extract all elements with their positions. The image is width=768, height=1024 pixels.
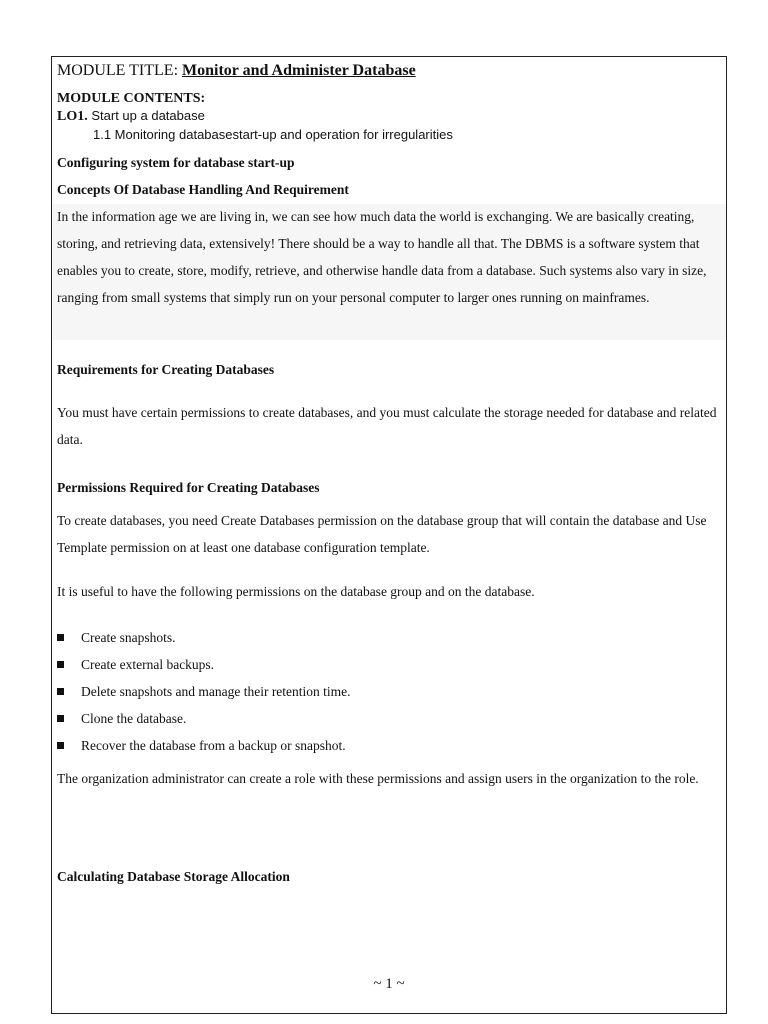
square-bullet-icon <box>57 742 64 749</box>
square-bullet-icon <box>57 661 64 668</box>
square-bullet-icon <box>57 634 64 641</box>
heading-permissions: Permissions Required for Creating Databases <box>57 480 320 495</box>
lo1-label: LO1. <box>57 109 88 124</box>
useful-paragraph: It is useful to have the following permissions on the database group and on the database. <box>57 584 535 599</box>
requirements-paragraph: You must have certain permissions to create databases, and you must calculate the storage needed for database and related data. <box>57 405 717 447</box>
list-item-text: Delete snapshots and manage their retention time. <box>81 684 351 699</box>
admin-paragraph: The organization administrator can create a role with these permissions and assign users in the organization to the role. <box>57 771 699 786</box>
lo1-text: Start up a database <box>91 108 205 123</box>
heading-concepts: Concepts Of Database Handling And Requirement <box>57 182 349 197</box>
permissions-paragraph: To create databases, you need Create Databases permission on the database group that will contain the database and Use Template permission on at least one database configuration template. <box>57 513 707 555</box>
list-item <box>57 705 351 732</box>
intro-paragraph: In the information age we are living in, we can see how much data the world is exchanging. We are basically creating, storing, and retrieving data, extensively! There should be a way to handle all that. The DBMS is a software system that enables you to create, store, modify, retrieve, and otherwise handle data from a database. Such systems also vary in size, ranging from small systems that simply run on your personal computer to larger ones running on mainframes. <box>57 209 707 305</box>
list-item-text: Clone the database. <box>81 711 187 726</box>
square-bullet-icon <box>57 715 64 722</box>
module-contents-heading: MODULE CONTENTS: <box>57 91 206 106</box>
permission-bullet-list <box>57 624 351 759</box>
square-bullet-icon <box>57 688 64 695</box>
list-item <box>57 651 351 678</box>
list-item <box>57 732 351 759</box>
heading-configuring: Configuring system for database start-up <box>57 155 295 170</box>
module-title: Monitor and Administer Database <box>182 62 416 79</box>
lo1-sub-item: 1.1 Monitoring databasestart-up and operation for irregularities <box>93 127 453 142</box>
list-item-text: Create snapshots. <box>81 630 176 645</box>
module-title-line <box>57 62 416 80</box>
heading-requirements: Requirements for Creating Databases <box>57 362 275 377</box>
list-item <box>57 624 351 651</box>
page-number: ~ 1 ~ <box>373 976 405 992</box>
list-item-text: Recover the database from a backup or snapshot. <box>81 738 346 753</box>
lo1-line <box>57 108 205 125</box>
heading-calculating: Calculating Database Storage Allocation <box>57 869 290 884</box>
module-title-prefix: MODULE TITLE: <box>57 62 179 79</box>
list-item <box>57 678 351 705</box>
list-item-text: Create external backups. <box>81 657 215 672</box>
